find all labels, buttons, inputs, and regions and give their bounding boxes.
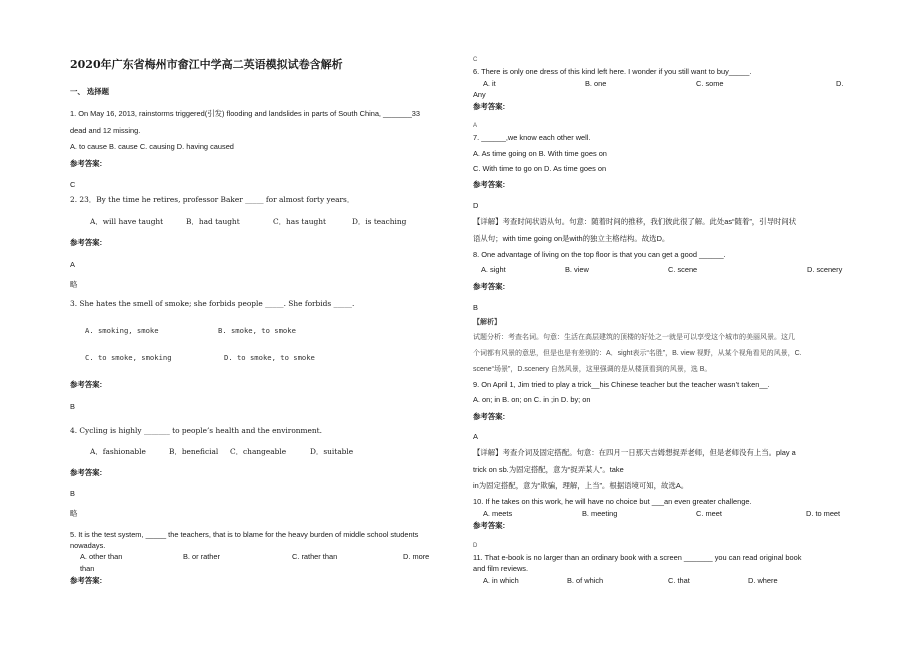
q10-option-c: C. meet <box>696 509 722 518</box>
page-title: 2020年广东省梅州市畲江中学高二英语模拟试卷含解析 <box>70 58 343 71</box>
q10-option-b: B. meeting <box>582 509 618 518</box>
q11-stem-line2: and film reviews. <box>473 564 529 573</box>
q4-stem: 4. Cycling is highly _______ to people’s health and the environment. <box>70 426 323 435</box>
q10-stem: 10. If he takes on this work, he will have no choice but ___an even greater challenge. <box>473 497 752 506</box>
q1-answer: C <box>70 180 76 189</box>
q6-option-d: D. <box>836 79 844 88</box>
q7-detail-line2: 语从句；with time going on是with的独立主格结构。故选D。 <box>473 234 670 243</box>
q7-detail-line1: 【详解】考查时间状语从句。句意：随着时间的推移，我们彼此很了解。此处as“随着”，引导时间状 <box>473 217 797 226</box>
q4-option-c: C．changeable <box>230 447 287 456</box>
q3-stem: 3. She hates the smell of smoke; she forbids people _____. She forbids _____. <box>70 299 355 308</box>
q7-ref-label: 参考答案: <box>473 180 506 189</box>
q8-analysis-line3: scene“场景”，D.scenery 自然风景，这里强调的是从楼顶看到的风景，选 B。 <box>473 366 712 373</box>
q1-stem-line1: 1. On May 16, 2013, rainstorms triggered(引发) flooding and landslides in parts of South China, _______33 <box>70 109 421 118</box>
q11-stem-line1: 11. That e-book is no larger than an ordinary book with a screen _______ you can read original book <box>473 553 802 562</box>
section-heading: 一、 选择题 <box>70 87 110 96</box>
q7-options-row1: A. As time going on B. With time goes on <box>473 149 607 158</box>
q3-option-d: D. to smoke, to smoke <box>224 353 315 362</box>
q5-option-b: B. or rather <box>183 552 220 561</box>
q2-stem: 2. 23．By the time he retires, professor Baker _____ for almost forty years． <box>70 195 355 204</box>
q4-answer: B <box>70 489 75 498</box>
q8-analysis-label: 【解析】 <box>473 319 501 326</box>
q6-stem: 6. There is only one dress of this kind left here. I wonder if you still want to buy_____. <box>473 67 752 76</box>
q2-option-a: A．will have taught <box>90 217 164 226</box>
q3-option-c: C. to smoke, smoking <box>85 353 172 362</box>
q6-option-d-cont: Any <box>473 90 486 99</box>
q6-ref-label: 参考答案: <box>473 102 506 111</box>
q6-answer: A <box>473 123 478 129</box>
q9-ref-label: 参考答案: <box>473 412 506 421</box>
q2-option-c: C．has taught <box>273 217 326 226</box>
q5-option-a: A. other than <box>80 552 123 561</box>
q8-option-c: C. scene <box>668 265 698 274</box>
q8-option-b: B. view <box>565 265 589 274</box>
q3-answer: B <box>70 402 75 411</box>
q10-option-a: A. meets <box>483 509 513 518</box>
q10-ref-label: 参考答案: <box>473 521 506 530</box>
q11-option-d: D. where <box>748 576 778 585</box>
q1-options: A. to cause B. cause C. causing D. having caused <box>70 142 234 151</box>
q5-stem-line1: 5. It is the test system, _____ the teachers, that is to blame for the heavy burden of middle school students <box>70 530 419 539</box>
q10-option-d: D. to meet <box>806 509 841 518</box>
q5-ref-label: 参考答案: <box>70 576 103 585</box>
q8-ref-label: 参考答案: <box>473 282 506 291</box>
q3-ref-label: 参考答案: <box>70 380 103 389</box>
q8-stem: 8. One advantage of living on the top floor is that you can get a good ______. <box>473 250 726 259</box>
q4-note: 略 <box>70 509 78 518</box>
q5-option-d: D. more <box>403 552 430 561</box>
q9-detail-line2: trick on sb.为固定搭配，意为“捉弄某人”。take <box>473 465 624 474</box>
q11-option-a: A. in which <box>483 576 519 585</box>
q3-option-b: B. smoke, to smoke <box>218 326 296 335</box>
q9-stem: 9. On April 1, Jim tried to play a trick__his Chinese teacher but the teacher wasn’t taken__. <box>473 380 770 389</box>
q6-option-c: C. some <box>696 79 724 88</box>
q11-option-b: B. of which <box>567 576 604 585</box>
q9-options: A. on; in B. on; on C. in ;in D. by; on <box>473 395 591 404</box>
q5-option-c: C. rather than <box>292 552 338 561</box>
q11-option-c: C. that <box>668 576 690 585</box>
q1-ref-label: 参考答案: <box>70 159 103 168</box>
q9-detail-line1: 【详解】考查介词及固定搭配。句意：在四月一日那天吉姆想捉弄老师，但是老师没有上当。play a <box>473 448 796 457</box>
q2-option-d: D．is teaching <box>352 217 407 226</box>
q5-answer: C <box>473 57 478 63</box>
q2-answer: A <box>70 260 75 269</box>
q7-options-row2: C. With time to go on D. As time goes on <box>473 164 607 173</box>
q9-detail-line3: in为固定搭配，意为“欺骗，理解，上当”。根据语境可知，故选A。 <box>473 481 689 490</box>
q8-analysis-line2: 个词都有风景的意思，但是也是有差别的：A．sight表示“名胜”，B. view 视野，从某个视角看见的风景，C. <box>473 350 802 357</box>
q6-option-b: B. one <box>585 79 607 88</box>
q6-option-a: A. it <box>483 79 496 88</box>
q2-ref-label: 参考答案: <box>70 238 103 247</box>
q4-option-b: B．beneficial <box>169 447 219 456</box>
q7-stem: 7. ______,we know each other well. <box>473 133 591 142</box>
q2-option-b: B．had taught <box>186 217 240 226</box>
q7-answer: D <box>473 201 479 210</box>
q8-answer: B <box>473 303 478 312</box>
q8-analysis-line1: 试题分析：考查名词。句意：生活在高层建筑的顶楼的好处之一就是可以享受这个城市的美丽风景。这几 <box>473 334 795 341</box>
q4-option-a: A．fashionable <box>90 447 146 456</box>
q3-option-a: A. smoking, smoke <box>85 326 159 335</box>
q4-ref-label: 参考答案: <box>70 468 103 477</box>
q9-answer: A <box>473 432 478 441</box>
q1-stem-line2: dead and 12 missing. <box>70 126 141 135</box>
q4-option-d: D．suitable <box>310 447 354 456</box>
q5-option-d-cont: than <box>80 564 95 573</box>
q5-stem-line2: nowadays. <box>70 541 106 550</box>
q2-note: 略 <box>70 280 78 289</box>
q10-answer: D <box>473 543 478 549</box>
q8-option-d: D. scenery <box>807 265 843 274</box>
q8-option-a: A. sight <box>481 265 506 274</box>
